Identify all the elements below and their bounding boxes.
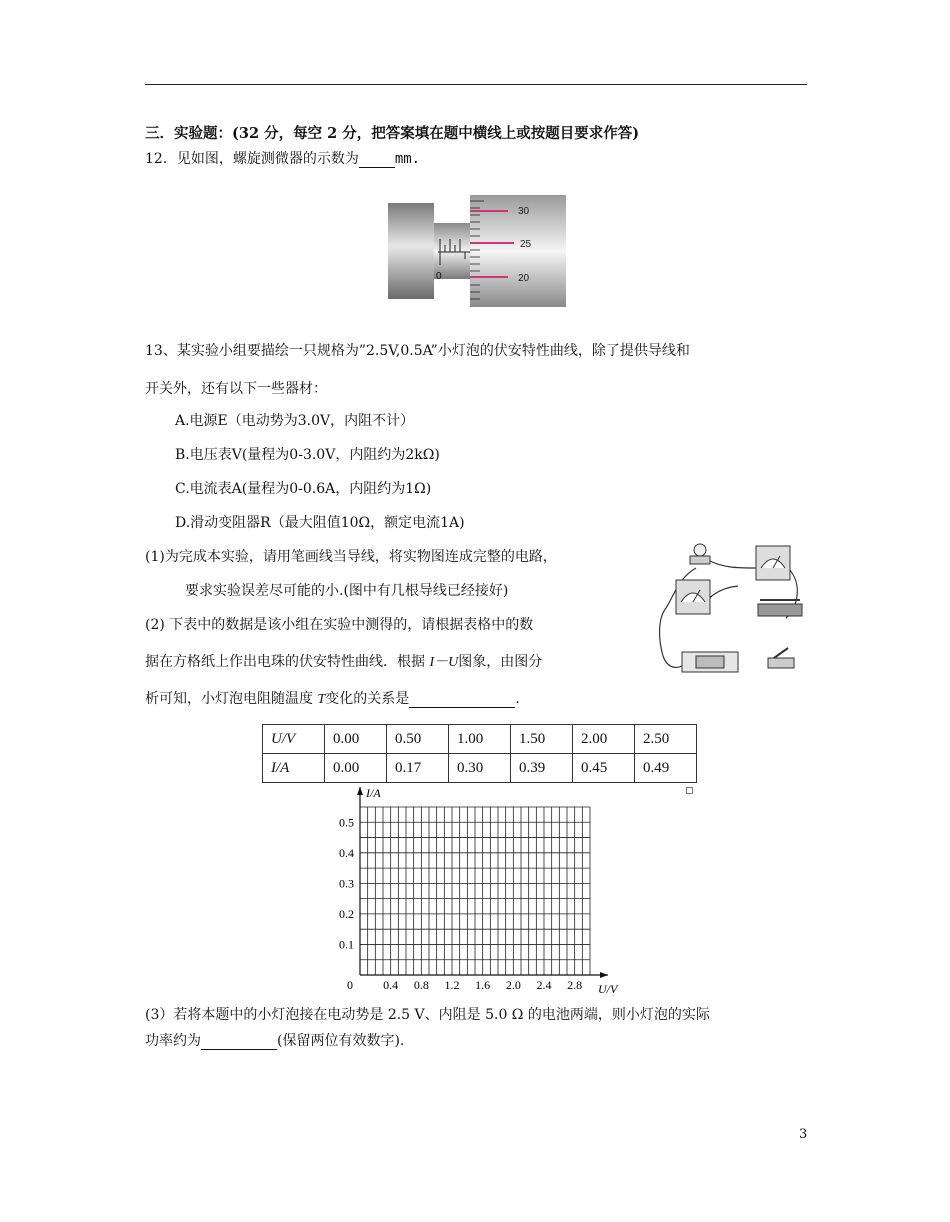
x-tick-label: 2.8 [567, 978, 583, 992]
q13-part2-line1: (2) 下表中的数据是该小组在实验中测得的，请根据表格中的数 [145, 617, 534, 633]
y-axis-arrow [357, 787, 363, 795]
table-cell-u: 0.50 [387, 725, 449, 754]
micrometer-image [388, 195, 566, 307]
thimble-label-30: 30 [518, 206, 530, 217]
tick-labels [339, 786, 619, 996]
x-tick-label: 0.8 [413, 978, 429, 992]
battery-icon [682, 652, 738, 672]
q13-part2-line3-end: . [515, 691, 520, 707]
q13-part2-line2-b: 图象，由图分 [458, 654, 543, 670]
q13-part3-line2-b: (保留两位有效数字). [277, 1033, 405, 1049]
q13-item-a: A.电源E（电动势为3.0V，内阻不计） [175, 413, 415, 429]
y-axis-label: I/A [366, 786, 381, 800]
q12-answer-blank[interactable] [359, 151, 395, 168]
q13-part1-line2: 要求实验误差尽可能的小.(图中有几根导线已经接好) [185, 583, 509, 599]
y-tick-label: 0.4 [339, 845, 354, 860]
q13-item-d: D.滑动变阻器R（最大阻值10Ω，额定电流1A) [175, 515, 465, 531]
frame-body [388, 203, 434, 299]
table-cell-i: 0.00 [325, 754, 387, 783]
section-heading: 三．实验题：(32 分，每空 2 分，把答案填在题中横线上或按题目要求作答) [145, 125, 640, 142]
table-cell-i: 0.30 [449, 754, 511, 783]
table-cell-i: 0.49 [635, 754, 697, 783]
table-header-u: U/V [263, 725, 325, 754]
sleeve-zero-label: 0 [436, 271, 442, 282]
table-header-i: I/A [263, 754, 325, 783]
x-axis-label: U/V [598, 982, 618, 996]
table-cell-i: 0.45 [573, 754, 635, 783]
table-cell-u: 1.00 [449, 725, 511, 754]
q13-part2-var-t: T [317, 692, 326, 707]
x-tick-label: 0.4 [383, 978, 399, 992]
q12-unit: mm. [394, 151, 421, 167]
x-tick-label: 1.6 [475, 978, 491, 992]
circuit-equipment-image [638, 538, 813, 680]
q13-part2-var-iu: I－U [429, 655, 459, 670]
table-cell-i: 0.17 [387, 754, 449, 783]
page-number: 3 [799, 1127, 808, 1142]
table-resize-handle[interactable] [686, 787, 693, 794]
y-tick-label: 0.2 [339, 906, 354, 921]
q13-item-c: C.电流表A(量程为0-0.6A，内阻约为1Ω) [175, 481, 432, 497]
q13-part2-line2-a: 据在方格纸上作出电珠的伏安特性曲线．根据 [145, 654, 430, 670]
y-tick-label: 0.3 [339, 876, 354, 891]
q13-part2-answer-blank[interactable] [409, 691, 515, 708]
thimble-label-20: 20 [518, 273, 530, 284]
ammeter-icon [676, 580, 710, 614]
table-cell-i: 0.39 [511, 754, 573, 783]
table-cell-u: 2.50 [635, 725, 697, 754]
q13-part3-line1: (3）若将本题中的小灯泡接在电动势是 2.5 V、内阻是 5.0 Ω 的电池两端，则小灯泡的实际 [145, 1007, 710, 1023]
q13-intro-line1: 13、某实验小组要描绘一只规格为”2.5V,0.5A”小灯泡的伏安特性曲线，除了提供导线和 [145, 343, 690, 359]
voltmeter-icon [756, 546, 790, 580]
q13-part3-line2-a: 功率约为 [145, 1033, 201, 1049]
header-rule [145, 84, 807, 85]
q13-part2-line3-a: 析可知，小灯泡电阻随温度 [145, 691, 318, 707]
thimble-label-25: 25 [520, 239, 532, 250]
x-tick-label: 2.0 [505, 978, 521, 992]
q13-part3-answer-blank[interactable] [201, 1033, 277, 1050]
q13-part2-line3 [145, 688, 520, 708]
grid-lines [360, 807, 590, 975]
y-tick-label: 0.1 [339, 937, 354, 952]
q13-part1-line1: (1)为完成本实验，请用笔画线当导线，将实物图连成完整的电路， [145, 549, 557, 565]
x-tick-label: 2.4 [536, 978, 552, 992]
x-tick-label: 1.2 [444, 978, 460, 992]
y-tick-label: 0.5 [339, 815, 354, 830]
origin-label: 0 [347, 978, 353, 992]
table-row-i [263, 754, 697, 783]
table-cell-u: 1.50 [511, 725, 573, 754]
q13-part2-line3-b: 变化的关系是 [325, 691, 410, 707]
iu-graph-paper [320, 783, 620, 998]
iu-data-table [262, 724, 697, 783]
q13-part2-line2 [145, 651, 542, 671]
q13-item-b: B.电压表V(量程为0-3.0V，内阻约为2kΩ) [175, 447, 440, 463]
q12-text-before: 12．见如图，螺旋测微器的示数为 [145, 151, 359, 167]
table-row-u [263, 725, 697, 754]
table-cell-u: 2.00 [573, 725, 635, 754]
x-axis-arrow [600, 972, 608, 978]
q13-part3-line2 [145, 1030, 404, 1050]
q13-intro-line2: 开关外，还有以下一些器材： [145, 381, 327, 397]
table-cell-u: 0.00 [325, 725, 387, 754]
q12-text [145, 148, 420, 168]
